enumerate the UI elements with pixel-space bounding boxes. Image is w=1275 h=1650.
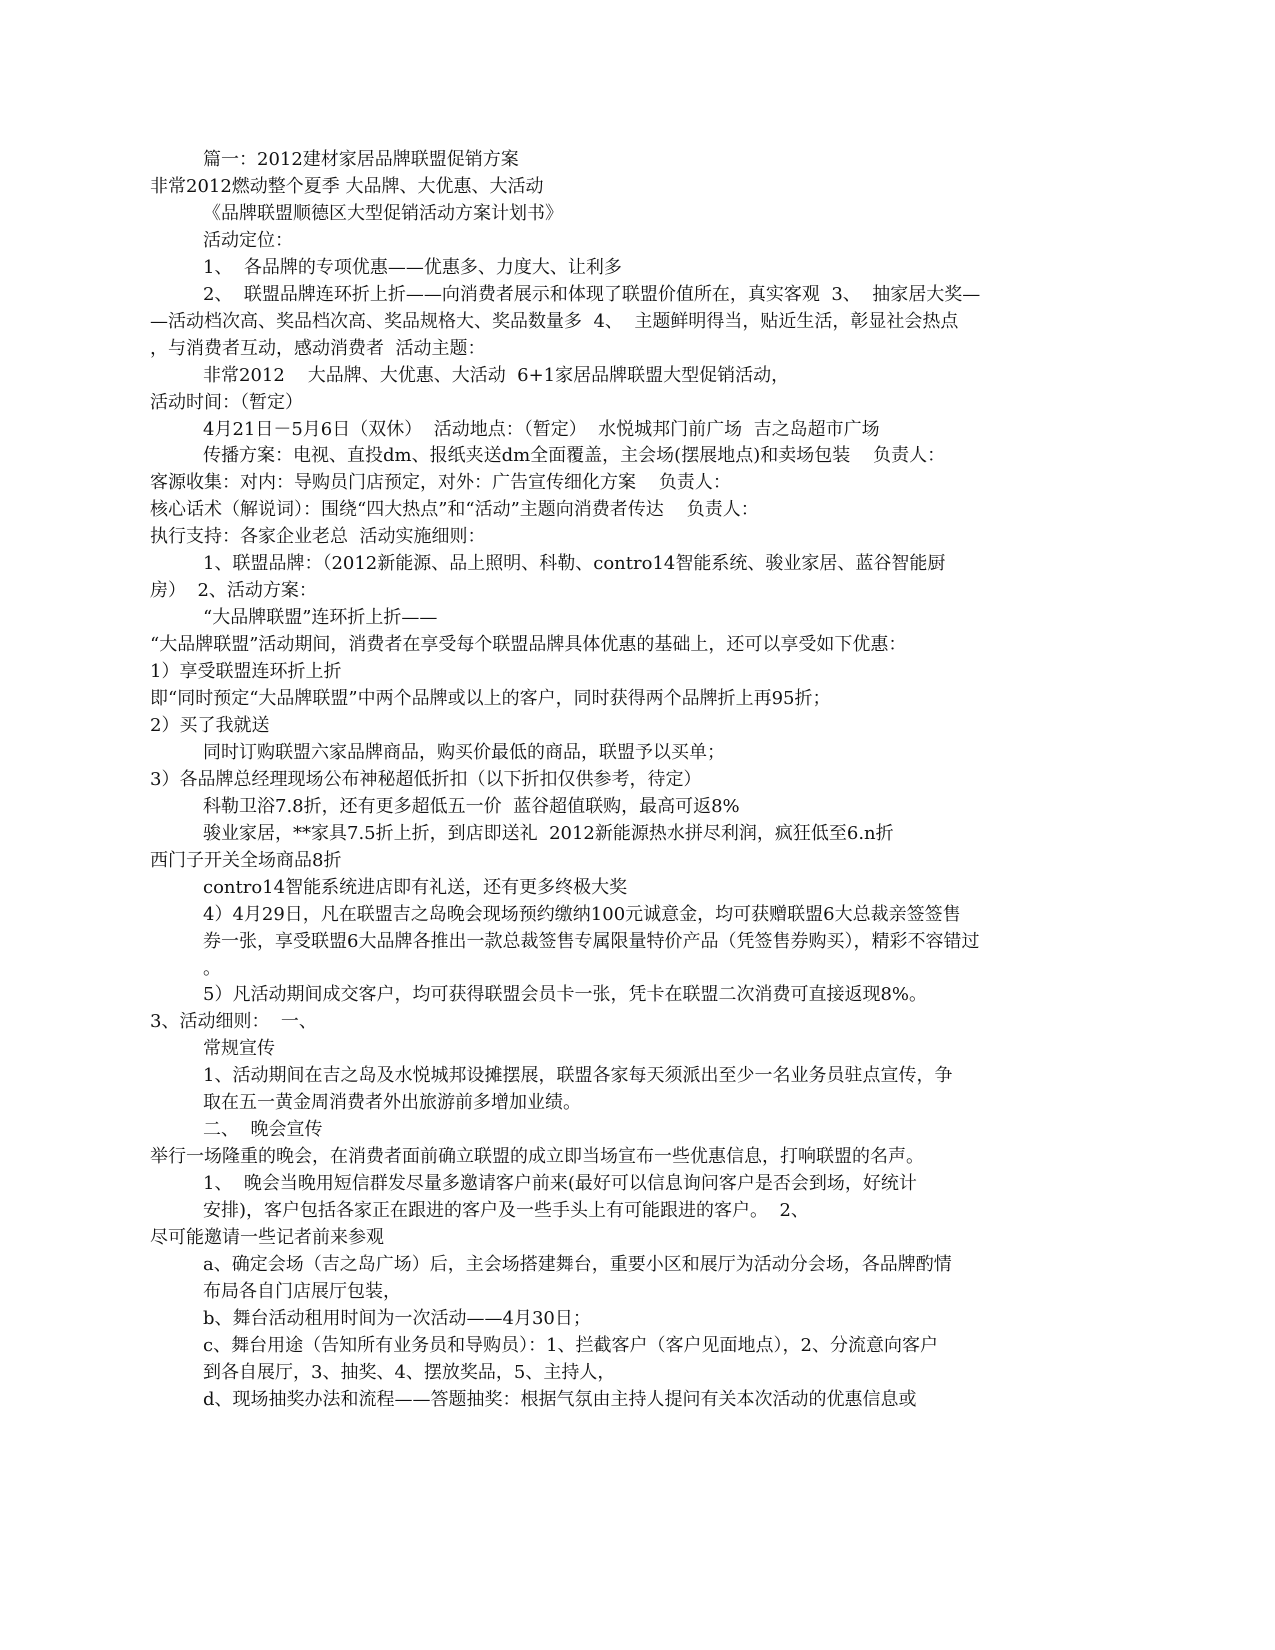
text-line: 执行支持：各家企业老总 活动实施细则： xyxy=(150,526,486,548)
text-line: 4）4月29日，凡在联盟吉之岛晚会现场预约缴纳100元诚意金，均可获赠联盟6大总裁亲签签售 xyxy=(203,903,961,925)
text-line: b、舞台活动租用时间为一次活动——4月30日； xyxy=(203,1307,591,1329)
text-line: 1、活动期间在吉之岛及水悦城邦设摊摆展，联盟各家每天须派出至少一名业务员驻点宣传，争 xyxy=(203,1065,953,1087)
text-line: 客源收集：对内：导购员门店预定，对外：广告宣传细化方案 负责人： xyxy=(150,472,731,494)
text-line: 二、 晚会宣传 xyxy=(203,1119,323,1141)
text-line: 券一张，享受联盟6大品牌各推出一款总裁签售专属限量特价产品（凭签售券购买），精彩不容错过 xyxy=(203,930,980,952)
text-line: “大品牌联盟”连环折上折—— xyxy=(203,607,438,629)
text-line: 1、 各品牌的专项优惠——优惠多、力度大、让利多 xyxy=(203,256,622,278)
text-line: 同时订购联盟六家品牌商品，购买价最低的商品，联盟予以买单； xyxy=(203,741,725,763)
text-line: 2、 联盟品牌连环折上折——向消费者展示和体现了联盟价值所在，真实客观 3、 抽家居大奖— xyxy=(203,283,981,305)
text-line: 科勒卫浴7.8折，还有更多超低五一价 蓝谷超值联购，最高可返8% xyxy=(203,795,740,817)
text-line: c、舞台用途（告知所有业务员和导购员）：1、拦截客户（客户见面地点），2、分流意向客户 xyxy=(203,1334,938,1356)
text-line: 1、联盟品牌：（2012新能源、品上照明、科勒、contro14智能系统、骏业家居、蓝谷智能厨 xyxy=(203,553,946,575)
text-line: 取在五一黄金周消费者外出旅游前多增加业绩。 xyxy=(203,1092,581,1114)
text-line: 安排)，客户包括各家正在跟进的客户及一些手头上有可能跟进的客户。 2、 xyxy=(203,1200,809,1221)
text-line: 传播方案：电视、直投dm、报纸夹送dm全面覆盖，主会场(摆展地点)和卖场包装 负责人： xyxy=(203,445,946,467)
text-line: 活动时间：（暂定） xyxy=(150,391,303,413)
text-line: 3）各品牌总经理现场公布神秘超低折扣（以下折扣仅供参考，待定） xyxy=(150,768,702,790)
text-line: 核心话术（解说词）：围绕“四大热点”和“活动”主题向消费者传达 负责人： xyxy=(150,499,759,521)
text-line: 举行一场隆重的晚会，在消费者面前确立联盟的成立即当场宣布一些优惠信息，打响联盟的名声。 xyxy=(150,1146,924,1168)
text-line: “大品牌联盟”活动期间，消费者在享受每个联盟品牌具体优惠的基础上，还可以享受如下优惠： xyxy=(150,634,907,656)
text-line: 尽可能邀请一些记者前来参观 xyxy=(150,1227,384,1248)
text-line: 西门子开关全场商品8折 xyxy=(150,849,342,871)
text-line: —活动档次高、奖品档次高、奖品规格大、奖品数量多 4、 主题鲜明得当，贴近生活，彰显社会热点 xyxy=(150,310,959,332)
text-line: 。 xyxy=(203,957,221,979)
text-line: 3、活动细则： 一、 xyxy=(150,1011,317,1033)
text-line: 篇一：2012建材家居品牌联盟促销方案 xyxy=(203,149,519,170)
text-line: 2）买了我就送 xyxy=(150,714,270,736)
text-line: 5）凡活动期间成交客户，均可获得联盟会员卡一张，凭卡在联盟二次消费可直接返现8%。 xyxy=(203,984,928,1006)
text-line: 房） 2、活动方案： xyxy=(150,580,317,602)
text-line: 非常2012燃动整个夏季 大品牌、大优惠、大活动 xyxy=(150,175,544,197)
text-line: 布局各自门店展厅包装， xyxy=(203,1280,401,1302)
text-line: 骏业家居，**家具7.5折上折，到店即送礼 2012新能源热水拼尽利润，疯狂低至6.n折 xyxy=(203,822,894,844)
text-line: d、现场抽奖办法和流程——答题抽奖：根据气氛由主持人提问有关本次活动的优惠信息或 xyxy=(203,1388,917,1410)
text-line: a、确定会场（吉之岛广场）后，主会场搭建舞台，重要小区和展厅为活动分会场，各品牌酌情 xyxy=(203,1254,952,1275)
text-line: ，与消费者互动，感动消费者 活动主题： xyxy=(150,337,486,359)
text-line: 非常2012 大品牌、大优惠、大活动 6+1家居品牌联盟大型促销活动， xyxy=(203,364,790,386)
text-line: contro14智能系统进店即有礼送，还有更多终极大奖 xyxy=(203,876,628,898)
text-line: 1）享受联盟连环折上折 xyxy=(150,661,342,682)
text-line: 即“同时预定“大品牌联盟”中两个品牌或以上的客户，同时获得两个品牌折上再95折； xyxy=(150,688,831,709)
text-line: 到各自展厅，3、抽奖、4、摆放奖品，5、主持人， xyxy=(203,1361,616,1383)
text-line: 活动定位： xyxy=(203,229,293,251)
text-line: 常规宣传 xyxy=(203,1038,275,1060)
text-line: 《品牌联盟顺德区大型促销活动方案计划书》 xyxy=(203,202,563,224)
text-line: 1、 晚会当晚用短信群发尽量多邀请客户前来(最好可以信息询问客户是否会到场，好统计 xyxy=(203,1173,917,1195)
text-line: 4月21日－5月6日（双休） 活动地点：（暂定） 水悦城邦门前广场 吉之岛超市广场 xyxy=(203,418,880,440)
